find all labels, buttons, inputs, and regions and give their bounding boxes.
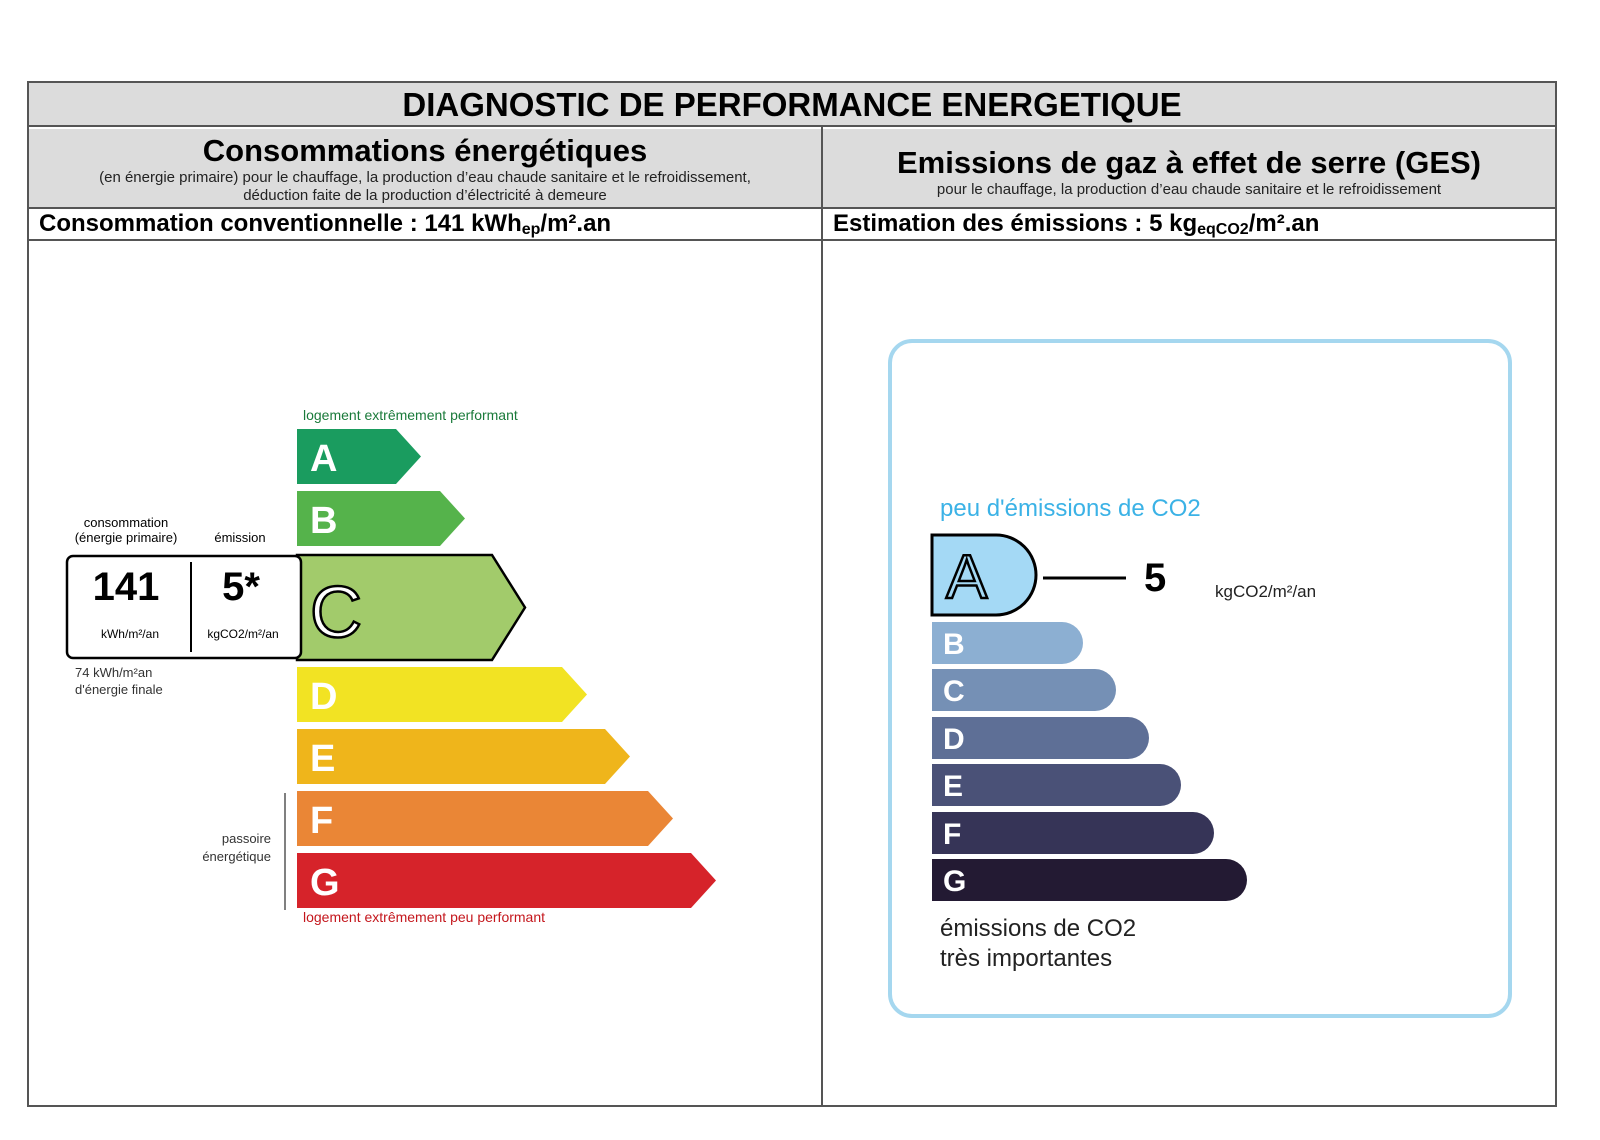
energy-class-bar-d <box>297 667 587 722</box>
consumption-label-2: (énergie primaire) <box>74 530 178 545</box>
ges-label <box>890 341 1510 1016</box>
energy-top-label: logement extrêmement performant <box>303 407 518 423</box>
energy-class-bar-e <box>297 729 630 784</box>
ges-class-bar-f <box>932 812 1214 854</box>
emission-label: émission <box>214 530 266 545</box>
energy-bars <box>297 429 716 908</box>
emission-unit: kgCO2/m²/an <box>207 627 279 641</box>
ges-class-letter-g: G <box>943 865 967 898</box>
passoire-label-1: passoire <box>221 831 271 846</box>
ges-unit: kgCO2/m²/an <box>1215 582 1317 601</box>
energy-class-letter-e: E <box>310 738 336 780</box>
ges-class-bar-e <box>932 764 1181 806</box>
energy-label <box>67 407 716 925</box>
final-energy-2: d'énergie finale <box>75 682 163 697</box>
emission-value: 5* <box>222 565 260 609</box>
energy-class-letter-d: D <box>310 676 338 718</box>
energy-class-letter-a: A <box>310 438 338 480</box>
energy-class-letter-b: B <box>310 500 338 542</box>
ges-top-label: peu d'émissions de CO2 <box>940 495 1201 522</box>
ges-subtitle: pour le chauffage, la production d’eau chaude sanitaire et le refroidissement <box>936 181 1442 198</box>
ges-class-letter-f: F <box>943 818 962 851</box>
ges-bottom-label-1: émissions de CO2 <box>940 915 1137 942</box>
ges-class-letter-b: B <box>943 628 965 661</box>
ges-value-prefix: Estimation des émissions : 5 kg <box>833 210 1198 237</box>
page-title: DIAGNOSTIC DE PERFORMANCE ENERGETIQUE <box>29 83 1555 127</box>
energy-class-letter-g: G <box>310 862 340 904</box>
energy-class-bar-f <box>297 791 673 846</box>
consumption-label-1: consommation <box>83 515 169 530</box>
ges-value-sub: eqCO2 <box>1197 221 1249 238</box>
energy-bottom-label: logement extrêmement peu performant <box>303 909 546 925</box>
ges-value-suffix: /m².an <box>1248 210 1320 237</box>
consumption-unit: kWh/m²/an <box>100 627 160 641</box>
energy-value-prefix: Consommation conventionnelle : 141 kWh <box>39 210 522 237</box>
consumption-value: 141 <box>92 565 160 609</box>
ges-value: 5 <box>1144 556 1167 600</box>
final-energy-1: 74 kWh/m²an <box>75 665 153 680</box>
energy-class-letter-c: C <box>310 573 362 653</box>
ges-class-bar-g <box>932 859 1247 901</box>
ges-class-letter-c: C <box>943 675 965 708</box>
energy-value-suffix: /m².an <box>540 210 612 237</box>
energy-value-sub: ep <box>521 221 541 238</box>
ges-heading: Emissions de gaz à effet de serre (GES) <box>896 145 1482 180</box>
ges-class-letter-d: D <box>943 723 965 756</box>
ges-bottom-label-2: très importantes <box>940 945 1113 972</box>
passoire-label-2: énergétique <box>202 849 271 864</box>
energy-subtitle: (en énergie primaire) pour le chauffage, la production d’eau chaude sanitaire et le refroidissement, déduction faite de la production d’électricité à demeure <box>99 169 751 204</box>
energy-class-letter-f: F <box>310 800 334 842</box>
ges-class-letter-a: A <box>946 543 988 612</box>
ges-class-letter-e: E <box>943 770 964 803</box>
energy-class-bar-g <box>297 853 716 908</box>
energy-heading: Consommations énergétiques <box>202 133 648 168</box>
